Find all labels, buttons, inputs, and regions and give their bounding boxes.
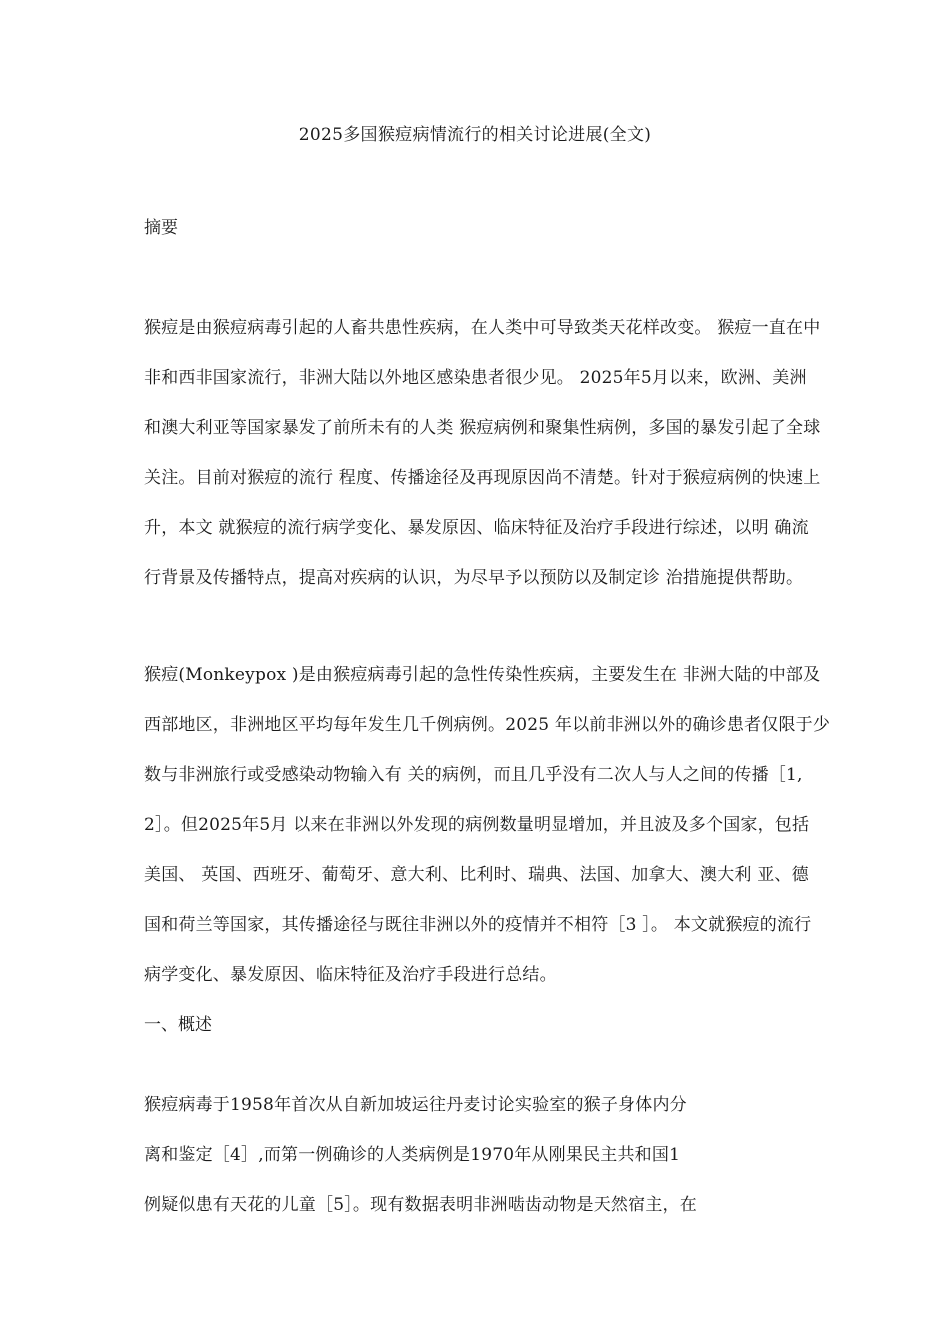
paragraph-line: 猴痘(Monkeypox )是由猴痘病毒引起的急性传染性疾病，主要发生在 非洲大陆的中部及 bbox=[144, 665, 821, 685]
paragraph-line: 离和鉴定［4］,而第一例确诊的人类病例是1970年从刚果民主共和国1 bbox=[144, 1145, 681, 1165]
paragraph-line: 猴痘病毒于1958年首次从自新加坡运往丹麦讨论实验室的猴子身体内分 bbox=[144, 1095, 687, 1115]
paragraph-line: 国和荷兰等国家，其传播途径与既往非洲以外的疫情并不相符［3 ］。 本文就猴痘的流行 bbox=[144, 915, 812, 935]
paragraph-line: 病学变化、暴发原因、临床特征及治疗手段进行总结。 bbox=[144, 965, 557, 985]
abstract-paragraph bbox=[144, 315, 820, 615]
abstract-heading: 摘要 bbox=[144, 218, 178, 238]
paragraph-line: 非和西非国家流行，非洲大陆以外地区感染患者很少见。 2025年5月以来，欧洲、美洲 bbox=[144, 368, 807, 388]
paragraph-line: 数与非洲旅行或受感染动物输入有 关的病例，而且几乎没有二次人与人之间的传播［1, bbox=[144, 765, 803, 785]
paragraph-line: 行背景及传播特点，提高对疾病的认识，为尽早予以预防以及制定诊 治措施提供帮助。 bbox=[144, 568, 804, 588]
paragraph-line: 西部地区，非洲地区平均每年发生几千例病例。2025 年以前非洲以外的确诊患者仅限于少 bbox=[144, 715, 831, 735]
paragraph-line: 和澳大利亚等国家暴发了前所未有的人类 猴痘病例和聚集性病例，多国的暴发引起了全球 bbox=[144, 418, 821, 438]
paragraph-line: 升，本文 就猴痘的流行病学变化、暴发原因、临床特征及治疗手段进行综述，以明 确流 bbox=[144, 518, 809, 538]
paragraph-line: 猴痘是由猴痘病毒引起的人畜共患性疾病，在人类中可导致类天花样改变。 猴痘一直在中 bbox=[144, 318, 821, 338]
document-title: 2025多国猴痘病情流行的相关讨论进展(全文) bbox=[298, 125, 652, 145]
section-heading: 一、概述 bbox=[144, 1015, 212, 1035]
intro-paragraph bbox=[144, 662, 830, 1012]
paragraph-line: 2］。但2025年5月 以来在非洲以外发现的病例数量明显增加，并且波及多个国家，包括 bbox=[144, 815, 810, 835]
overview-paragraph bbox=[144, 1092, 697, 1242]
paragraph-line: 关注。目前对猴痘的流行 程度、传播途径及再现原因尚不清楚。针对于猴痘病例的快速上 bbox=[144, 468, 821, 488]
paragraph-line: 美国、 英国、西班牙、葡萄牙、意大利、比利时、瑞典、法国、加拿大、澳大利 亚、德 bbox=[144, 865, 809, 885]
paragraph-line: 例疑似患有天花的儿童［5］。现有数据表明非洲啮齿动物是天然宿主，在 bbox=[144, 1195, 697, 1215]
